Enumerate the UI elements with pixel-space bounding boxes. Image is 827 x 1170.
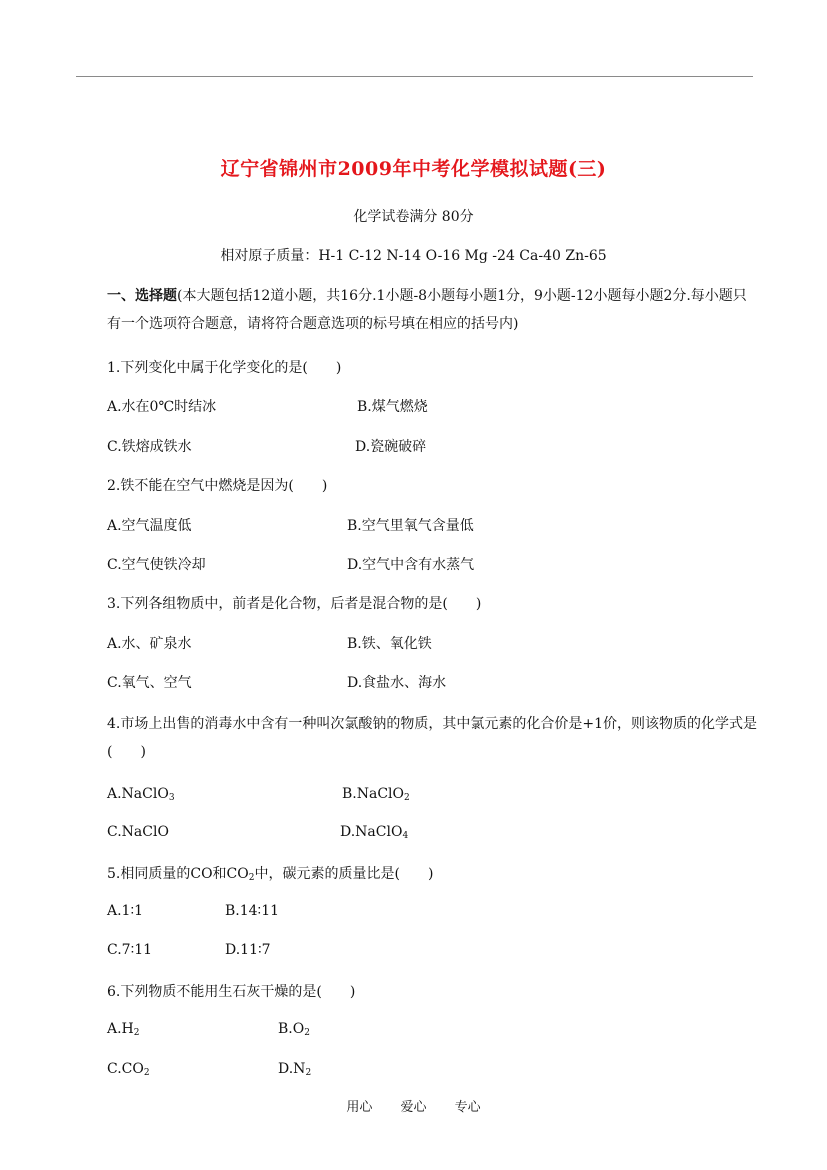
footer-text-2: 爱心 <box>400 1100 427 1115</box>
question-6: 6.下列物质不能用生石灰干燥的是( ) <box>107 984 356 1000</box>
q1-option-a: A.水在0℃时结冰 <box>107 399 217 415</box>
question-3: 3.下列各组物质中，前者是化合物，后者是混合物的是( ) <box>107 596 482 612</box>
q5-option-c: C.7∶11 <box>107 942 153 958</box>
q4-option-b: B.NaClO$_2$ <box>342 786 410 803</box>
section-1-heading: 一、选择题 <box>107 288 177 304</box>
section-1-text: (本大题包括12道小题，共16分.1小题-8小题每小题1分，9小题-12小题每小题2分.每小题只有一个选项符合题意，请将符合题意选项的标号填在相应的括号内) <box>107 288 747 332</box>
q6-option-d: $D.N_2$ <box>278 1061 312 1078</box>
q2-option-c: C.空气使铁冷却 <box>107 557 206 573</box>
q3-option-a: A.水、矿泉水 <box>107 636 192 652</box>
q6-option-b: $B.O_2$ <box>278 1021 310 1038</box>
q1-option-b: B.煤气燃烧 <box>357 399 428 415</box>
q2-option-b: B.空气里氧气含量低 <box>347 518 474 534</box>
q4-option-a: A.NaClO$_3$ <box>107 786 175 803</box>
q5-option-d: D.11∶7 <box>225 942 271 958</box>
q5-option-a: A.1∶1 <box>107 903 144 919</box>
page-footer <box>0 1096 827 1115</box>
atomic-masses: 相对原子质量：H-1 C-12 N-14 O-16 Mg -24 Ca-40 Zn-65 <box>220 248 607 264</box>
q4-option-d: D.NaClO$_4$ <box>340 824 409 841</box>
q1-option-c: C.铁熔成铁水 <box>107 439 192 455</box>
question-2: 2.铁不能在空气中燃烧是因为( ) <box>107 478 328 494</box>
q4-option-c: C.NaClO <box>107 824 169 840</box>
footer-text-3: 专心 <box>454 1100 481 1115</box>
page-title: 辽宁省锦州市2009年中考化学模拟试题(三) <box>220 158 607 180</box>
question-5: 5.相同质量的CO和$CO_2$中，碳元素的质量比是( ) <box>107 866 434 883</box>
q6-option-c: $C.CO_2$ <box>107 1061 150 1078</box>
question-4: 4.市场上出售的消毒水中含有一种叫次氯酸钠的物质，其中氯元素的化合价是+1价，则该物质的化学式是( ) <box>107 716 757 760</box>
footer-text-1: 用心 <box>346 1100 373 1115</box>
q3-option-c: C.氧气、空气 <box>107 675 192 691</box>
q2-option-d: D.空气中含有水蒸气 <box>347 557 475 573</box>
header-rule <box>76 76 753 77</box>
q6-option-a: $A.H_2$ <box>107 1021 140 1038</box>
q3-option-b: B.铁、氧化铁 <box>347 636 432 652</box>
q5-option-b: B.14∶11 <box>225 903 280 919</box>
q1-option-d: D.瓷碗破碎 <box>355 439 427 455</box>
exam-subtitle: 化学试卷满分 80分 <box>353 209 474 225</box>
question-1: 1.下列变化中属于化学变化的是( ) <box>107 360 342 376</box>
section-1-intro <box>107 282 757 338</box>
q2-option-a: A.空气温度低 <box>107 518 192 534</box>
q3-option-d: D.食盐水、海水 <box>347 675 447 691</box>
